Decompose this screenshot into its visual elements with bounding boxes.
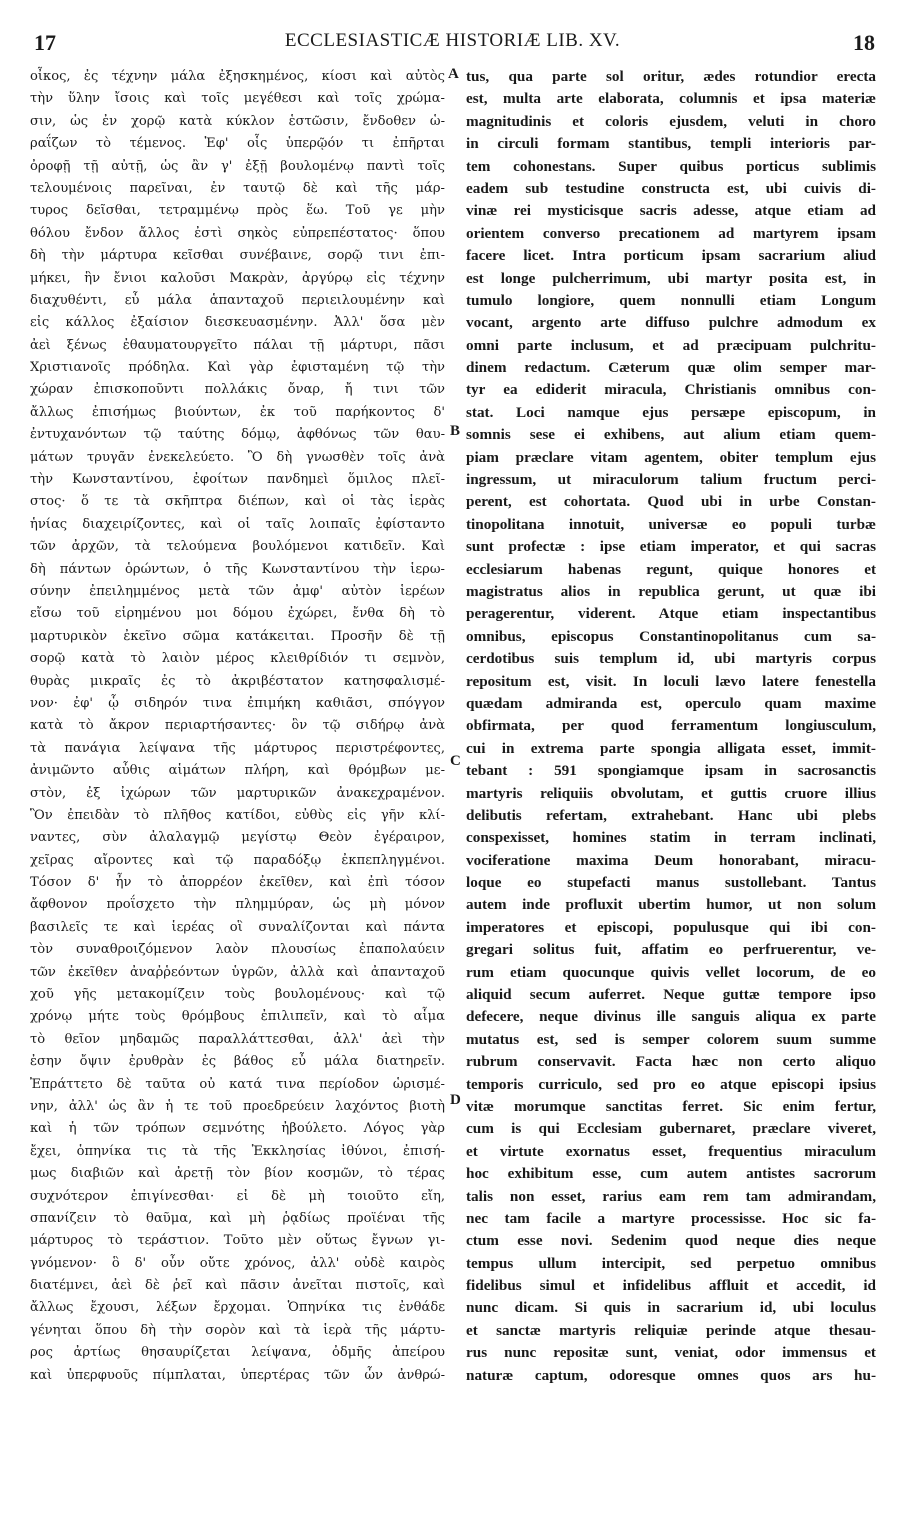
latin-text-line: in circuli formam stantibus, templi interioris par- xyxy=(466,135,876,153)
latin-text-line: orientem converso precationem ad martyrem ipsam xyxy=(466,224,876,242)
latin-text-line: perent, est cohortata. Quod ubi in urbe Constan- xyxy=(466,493,876,511)
latin-text-line: ctum esse novi. Sedenim quod neque dies neque xyxy=(466,1232,876,1250)
greek-text-line: μήκει, ἣν ἔνιοι καλοῦσι Μακρὰν, ἀργύρῳ εἰς τέχνην xyxy=(30,270,445,286)
latin-text-line: talis non esset, rarius eam rem tam admirandam, xyxy=(466,1187,876,1205)
latin-text-line: omnibus, episcopus Constantinopolitanus cum sa- xyxy=(466,627,876,645)
greek-text-line: διαχυθέντι, εὖ μάλα ἁπανταχοῦ περιειλουμένην καὶ xyxy=(30,292,445,308)
latin-text-line: defecere, neque divinus ille sanguis aliqua ex parte xyxy=(466,1008,876,1026)
greek-text-line: τυρος δεῖσθαι, τετραμμένῳ πρὸς ἕω. Τοῦ γε μὴν xyxy=(30,203,445,219)
latin-text-line: cui in extrema parte spongia alligata esset, immit- xyxy=(466,739,876,757)
latin-text-line: magnitudinis et coloris ejusdem, veluti in choro xyxy=(466,112,876,130)
latin-text-line: nunc dicam. Si quis in sacrarium id, ubi loculus xyxy=(466,1299,876,1317)
greek-text-line: μαρτυρικὸν ἐκεῖνο σῶμα κατάκειται. Προσῆν δὲ τῇ xyxy=(30,628,445,644)
greek-text-line: ρος ἀρτίως θησαυρίζεται λείψανα, ὀδμῆς ἀπείρου xyxy=(30,1345,445,1361)
greek-text-line: κατὰ τὸ ἄκρον περιαρτήσαντες· ὃν τῷ σιδήρῳ ἀνὰ xyxy=(30,718,445,734)
latin-text-line: tebant : 591 spongiamque ipsam in sacrosanctis xyxy=(466,762,876,780)
page-number-left: 17 xyxy=(34,30,56,55)
greek-text-line: ραΐζων τὸ τέμενος. Ἐφ' οἷς ὑπερῷόν τι ἐπῆρται xyxy=(30,136,445,152)
greek-text-line: διατέμνει, ἀεὶ δὲ ῥεῖ καὶ πᾶσιν ἀνεῖται πιστοῖς, καὶ xyxy=(30,1278,445,1294)
latin-text-line: tus, qua parte sol oritur, ædes rotundior erecta xyxy=(466,68,876,85)
greek-text-line: χεῖρας αἴροντες καὶ τῷ παραδόξῳ ἐκπεπληγμένοι. xyxy=(30,852,445,868)
greek-text-line: ἄλλως ἐπισήμως βιούντων, ἐκ τοῦ παρήκοντος δ' xyxy=(30,404,445,420)
latin-text-line: autem inde profluxit ubertim humor, ut non solum xyxy=(466,896,876,914)
latin-text-line: somnis sese ei exhibens, aut alium etiam quem- xyxy=(466,426,876,444)
latin-text-line: et sanctæ martyris reliquiæ perinde atque thesau- xyxy=(466,1321,876,1339)
greek-text-line: τὸ θεῖον μηδαμῶς παραλλάττεσθαι, ἀλλ' ἀεὶ τὴν xyxy=(30,1031,445,1047)
latin-text-line: vociferatione maxima Deum honorabant, miracu- xyxy=(466,851,876,869)
latin-text-line: tempus ullum intercipit, sed perpetuo omnibus xyxy=(466,1254,876,1272)
greek-text-line: ὀροφῇ τῇ αὐτῇ, ὡς ἂν γ' ἐξῇ βουλομένῳ παντὶ τοῖς xyxy=(30,158,445,174)
greek-text-line: σπανίζειν τὸ θαῦμα, καὶ μὴ ῥᾳδίως προϊέναι τῆς xyxy=(30,1210,445,1226)
latin-text-line: repositum est, visit. In loculi lævo latere fenestella xyxy=(466,672,876,690)
greek-text-line: ἄλλως ἔχουσι, λέξων ἔρχομαι. Ὁπηνίκα τις ἐνθάδε xyxy=(30,1300,445,1316)
latin-text-line: ingressum, ut miraculorum talium fructum perci- xyxy=(466,471,876,489)
latin-text-line: naturæ captum, odoresque omnes quos ars hu- xyxy=(466,1366,876,1384)
latin-text-line: ecclesiarum habenas regunt, quique honores et xyxy=(466,560,876,578)
latin-text-line: omni parte inclusum, et ad præcipuam pulchritu- xyxy=(466,336,876,354)
latin-text-line: stat. Loci namque ejus persæpe episcopum, in xyxy=(466,403,876,421)
latin-text-line: cerdotibus suis templum id, ubi martyris corpus xyxy=(466,650,876,668)
greek-text-line: χρόνῳ μήτε τοὺς θρόμβους ἐπιλιπεῖν, καὶ τὸ αἷμα xyxy=(30,1009,445,1025)
latin-text-line: magistratus alios in republica gerunt, ut quæ ibi xyxy=(466,582,876,600)
greek-text-line: σύνην ἐπειλημμένος μετὰ τῶν ἀμφ' αὐτὸν ἱερέων xyxy=(30,583,445,599)
greek-text-line: Ὃν ἐπειδὰν τὸ πλῆθος κατίδοι, εὐθὺς εἰς γῆν κλί- xyxy=(30,807,445,823)
latin-text-line: obfirmata, per quod ferramentum longiusculum, xyxy=(466,717,876,735)
latin-text-line: tyr ea ediderit miracula, Christianis omnibus con- xyxy=(466,381,876,399)
greek-text-line: συχνότερον ἐπιγίνεσθαι· εἰ δὲ μὴ τοιοῦτο εἴη, xyxy=(30,1188,445,1204)
greek-text-line: τὴν Κωνσταντίνου, ἐφοίτων πανδημεὶ ὅμιλος πλεῖ- xyxy=(30,472,445,488)
greek-text-line: τῶν ἐκεῖθεν ἀναῤῥεόντων ὑγρῶν, ἀλλὰ καὶ ἀπανταχοῦ xyxy=(30,964,445,980)
greek-text-line: νην, ἀλλ' ὡς ἂν ἡ τε τοῦ προεδρεύειν λαχόντος βιοτὴ xyxy=(30,1098,445,1114)
latin-text-line: imperatores et episcopi, populusque qui ibi con- xyxy=(466,918,876,936)
latin-text-line: facere licet. Intra porticum ipsam sacrarium aliud xyxy=(466,247,876,265)
margin-letter-c: C xyxy=(450,753,461,769)
latin-text-line: vitæ morumque sanctitas ferret. Sic enim fertur, xyxy=(466,1097,876,1115)
latin-text-line: mutatus est, sed is semper colorem suum summe xyxy=(466,1030,876,1048)
latin-text-line: martyris reliquiis obvolutam, et guttis cruore illius xyxy=(466,784,876,802)
greek-text-column xyxy=(30,66,445,1387)
latin-text-column xyxy=(466,66,876,1387)
greek-text-line: τὰ πανάγια λείψανα τῆς μάρτυρος περιστρέφοντες, xyxy=(30,740,445,756)
latin-text-line: rum etiam quocunque quivis vellet locorum, de eo xyxy=(466,963,876,981)
greek-text-line: τὸν συναθροιζόμενον λαὸν πλουσίως ἐπαπολαύειν xyxy=(30,942,445,958)
greek-text-line: ἀνιμῶντο αὖθις αἱμάτων πλήρη, καὶ θρόμβων με- xyxy=(30,763,445,779)
latin-text-line: gregari solitus fuit, affatim eo perfruerentur, ve- xyxy=(466,941,876,959)
greek-text-line: τὴν ὕλην ἴσοις καὶ τοῖς μεγέθεσι καὶ τοῖς χρώμα- xyxy=(30,91,445,107)
latin-text-line: tem cohonestans. Super quibus porticus sublimis xyxy=(466,157,876,175)
greek-text-line: οἶκος, ἐς τέχνην μάλα ἐξησκημένος, κίοσι καὶ αὐτὸς xyxy=(30,69,445,84)
greek-text-line: Ἐπράττετο δὲ ταῦτα οὐ κατά τινα περίοδον ὡρισμέ- xyxy=(30,1076,445,1092)
greek-text-line: Τόσον δ' ἦν τὸ ἀπορρέον ἐκεῖθεν, καὶ ἐπὶ τόσον xyxy=(30,875,445,891)
latin-text-line: loque eo stupefacti manus sustollebant. Tantus xyxy=(466,874,876,892)
latin-text-line: eadem sub testudine constructa est, ubi cuivis di- xyxy=(466,179,876,197)
latin-text-line: sunt profectæ : ipse etiam imperator, et qui sacras xyxy=(466,538,876,556)
latin-text-line: dinem redactum. Cæterum quæ olim semper mar- xyxy=(466,359,876,377)
margin-letter-d: D xyxy=(450,1092,461,1108)
latin-text-line: cum is qui Ecclesiam gubernaret, præclare viveret, xyxy=(466,1120,876,1138)
greek-text-line: χοῦ γῆς μετακομίζειν τοὺς βουλομένους· καὶ τῷ xyxy=(30,987,445,1003)
greek-text-line: ἡνίας διαχειρίζοντες, καὶ οἱ ταῖς λοιπαῖς ἐφίσταντο xyxy=(30,516,445,532)
greek-text-line: μως διαβιῶν καὶ ἀρετῇ τὸν βίον κοσμῶν, τὸ τέρας xyxy=(30,1166,445,1182)
latin-text-line: conspexisset, homines statim in terram inclinati, xyxy=(466,829,876,847)
latin-text-line: est longe pulcherrimum, ubi martyr posita est, in xyxy=(466,269,876,287)
latin-text-line: tinopolitana innotuit, universæ eo populi turbæ xyxy=(466,515,876,533)
latin-text-line: temporis curriculo, sed pro eo atque episcopi ipsius xyxy=(466,1075,876,1093)
margin-letter-b: B xyxy=(450,423,461,439)
latin-text-line: vinæ rei mysticisque sacris adesse, atque etiam ad xyxy=(466,202,876,220)
greek-text-line: βασιλεῖς τε καὶ ἱερέας οἳ συναλίζονται καὶ πάντα xyxy=(30,919,445,935)
latin-text-line: nec tam facile a martyre processisse. Hoc sic fa- xyxy=(466,1209,876,1227)
greek-text-line: εἴσω τοῦ εἰρημένου μοι δόμου ἐχώρει, ἔνθα δὴ τὸ xyxy=(30,606,445,622)
greek-text-line: χώραν ἐπισκοποῦντι πολλάκις ὄναρ, ἤ τινι τῶν xyxy=(30,382,445,398)
greek-text-line: γένηται ὅπου δὴ τὴν σορὸν καὶ τὰ ἱερὰ τῆς μάρτυ- xyxy=(30,1322,445,1338)
margin-letter-a: A xyxy=(448,66,459,82)
latin-text-line: delibutis refertam, extrahebant. Hanc ubi plebs xyxy=(466,806,876,824)
greek-text-line: νον· ἐφ' ᾧ σιδηρόν τινα ἐπιμήκη καθιᾶσι, σπόγγον xyxy=(30,695,445,711)
latin-text-line: et virtute exornatus esset, frequentius miraculum xyxy=(466,1142,876,1160)
greek-text-line: θυρὰς μικραῖς ἐς τὸ ἀκριβέστατον κατησφαλισμέ- xyxy=(30,673,445,689)
greek-text-line: καὶ ὑπερφυοῦς πίμπλαται, ὑπερτέρας τῶν ὧν ἀνθρώ- xyxy=(30,1367,445,1383)
greek-text-line: ἄφθονον προΐσχετο τὴν πλημμύραν, ὡς μὴ μόνον xyxy=(30,897,445,913)
greek-text-line: καὶ ἡ τῶν τρόπων σεμνότης ἠβούλετο. Λόγος γὰρ xyxy=(30,1121,445,1137)
greek-text-line: ναντες, σὺν ἀλαλαγμῷ μεγίστῳ Θεὸν ἐγέραιρον, xyxy=(30,830,445,846)
greek-text-line: ἐσην ὄψιν ἐρυθρὰν ἐς βάθος εὖ μάλα διατηρεῖν. xyxy=(30,1054,445,1070)
greek-text-line: μάτων τρυγᾶν ἐνεκελεύετο. Ὃ δὴ γνωσθὲν τοῖς ἀνὰ xyxy=(30,449,445,465)
latin-text-line: rus nunc repositæ sunt, veniat, odor immensus et xyxy=(466,1344,876,1362)
latin-text-line: rubrum conservavit. Facta hæc non certo aliquo xyxy=(466,1053,876,1071)
latin-text-line: peragerentur, viderent. Atque etiam inspectantibus xyxy=(466,605,876,623)
greek-text-line: θόλου ἔνδον ἄλλος ἐστὶ σηκὸς εὐπρεπέστατος· ὅπου xyxy=(30,225,445,241)
greek-text-line: τελουμένοις παρεῖναι, ἐν ταυτῷ δὲ καὶ τῆς μάρ- xyxy=(30,180,445,196)
greek-text-line: ἀεὶ ξένως ἐθαυματουργεῖτο πάλαι τῇ μάρτυρι, πᾶσι xyxy=(30,337,445,353)
latin-text-line: vocant, argento arte diffuso pulchre admodum ex xyxy=(466,314,876,332)
latin-text-line: aliquid secum auferret. Neque guttæ tempore ipso xyxy=(466,986,876,1004)
greek-text-line: μάρτυρος τὸ τεράστιον. Τοῦτο μὲν οὕτως ἔγνων γι- xyxy=(30,1233,445,1249)
greek-text-line: δὴ τὴν μάρτυρα κεῖσθαι συνέβαινε, σορῷ τινι ἐπι- xyxy=(30,248,445,264)
greek-text-line: γνόμενον· ὃ δ' οὖν οὔτε χρόνος, ἀλλ' οὐδὲ καιρὸς xyxy=(30,1255,445,1271)
greek-text-line: στος· ὅ τε τὰ σκῆπτρα διέπων, καὶ οἱ τὰς ἱερὰς xyxy=(30,494,445,510)
greek-text-line: ἐντυχανόντων τῷ ταύτης δόμῳ, ἀφθόνως τῶν θαυ- xyxy=(30,427,445,443)
greek-text-line: τῶν ἀρχῶν, τὰ τελούμενα βουλόμενοι κατιδεῖν. Καὶ xyxy=(30,539,445,555)
latin-text-line: piam præclare vitam agentem, obiter templum ejus xyxy=(466,448,876,466)
latin-text-line: est, multa arte elaborata, columnis et ipsa materiæ xyxy=(466,90,876,108)
page-header xyxy=(30,30,875,70)
latin-text-line: hoc exhibitum esse, cum autem antistes sacrorum xyxy=(466,1165,876,1183)
greek-text-line: σιν, ὡς ἐν χορῷ κατὰ κύκλον ἑστῶσιν, ἔνδοθεν ὡ- xyxy=(30,113,445,129)
greek-text-line: ἔχει, ὁπηνίκα τις τὰ τῆς Ἐκκλησίας ἰθύνοι, ἐπισή- xyxy=(30,1143,445,1159)
greek-text-line: στὸν, ἐξ ἰχώρων τῶν μαρτυρικῶν ἀνακεχραμένον. xyxy=(30,785,445,801)
greek-text-line: δὴ πάντων ὁρώντων, ὁ τῆς Κωνσταντίνου τὴν ἱερω- xyxy=(30,561,445,577)
running-title: ECCLESIASTICÆ HISTORIÆ LIB. XV. xyxy=(284,30,621,51)
greek-text-line: εἰς κάλλος ἐξαίσιον διεσκευασμένην. Ἀλλ' ὅσα μὲν xyxy=(30,315,445,331)
latin-text-line: fidelibus simul et infidelibus affluit et accedit, id xyxy=(466,1277,876,1295)
page-number-right: 18 xyxy=(853,30,875,55)
greek-text-line: Χριστιανοῖς πρόδηλα. Καὶ γὰρ ἐφισταμένη τῷ τὴν xyxy=(30,360,445,376)
greek-text-line: σορῷ κατὰ τὸ λαιὸν μέρος κλειθρίδιόν τι σεμνὸν, xyxy=(30,651,445,667)
latin-text-line: quædam admiranda est, operculo quam maxime xyxy=(466,694,876,712)
latin-text-line: tumulo longiore, quem nonnulli etiam Longum xyxy=(466,291,876,309)
